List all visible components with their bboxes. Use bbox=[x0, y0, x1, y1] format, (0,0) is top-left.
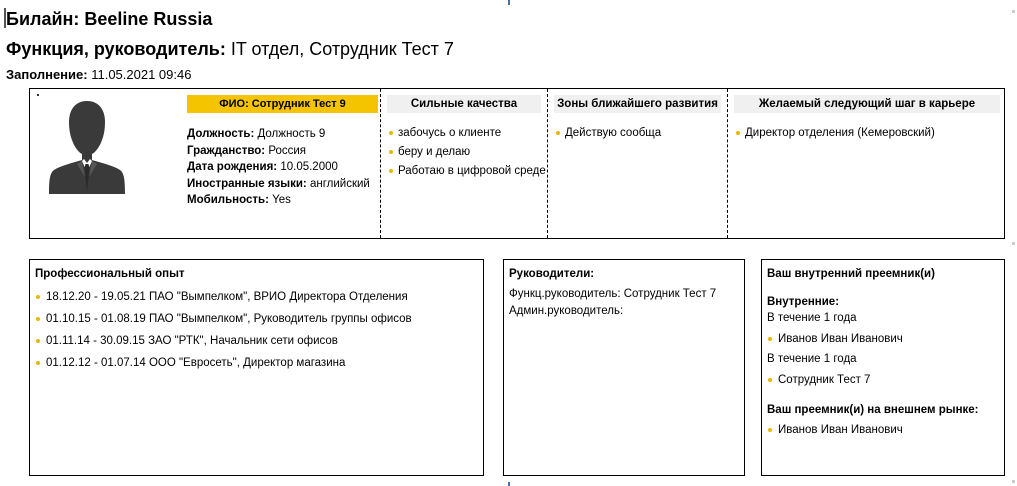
edge-tick bbox=[1012, 242, 1015, 245]
list-item: Действую сообща bbox=[556, 124, 727, 143]
page-edge-marker bbox=[508, 0, 510, 5]
list-item: забочусь о клиенте bbox=[389, 124, 547, 143]
internal-label: Внутренние: bbox=[767, 296, 840, 308]
development-list bbox=[556, 124, 727, 143]
field-label: Мобильность: bbox=[187, 194, 269, 206]
filled-label: Заполнение: bbox=[6, 67, 88, 82]
development-title: Зоны ближайшего развития bbox=[554, 95, 721, 113]
field-mobility bbox=[187, 192, 378, 209]
external-label: Ваш преемник(и) на внешнем рынке: bbox=[767, 404, 979, 416]
person-silhouette-icon bbox=[40, 97, 134, 194]
profile-info bbox=[187, 95, 378, 209]
field-birthdate bbox=[187, 159, 378, 176]
next-step-title: Желаемый следующий шаг в карьере bbox=[734, 95, 1000, 113]
successor-name: Сотрудник Тест 7 bbox=[767, 370, 1004, 391]
successors-box bbox=[761, 259, 1005, 476]
external-successor-name: Иванов Иван Иванович bbox=[767, 420, 1004, 441]
field-languages bbox=[187, 176, 378, 193]
strengths-column bbox=[380, 89, 547, 238]
function-label: Функция, руководитель: bbox=[6, 39, 226, 59]
function-line bbox=[6, 39, 454, 60]
company-title: Билайн: Beeline Russia bbox=[6, 9, 213, 29]
experience-item: 01.11.14 - 30.09.15 ЗАО "РТК", Начальник сети офисов bbox=[35, 330, 483, 352]
edge-tick bbox=[1012, 10, 1015, 13]
experience-box bbox=[29, 259, 484, 476]
name-bar: ФИО: Сотрудник Тест 9 bbox=[187, 95, 378, 113]
experience-item: 18.12.20 - 19.05.21 ПАО "Вымпелком", ВРИО Директора Отделения bbox=[35, 286, 483, 308]
field-label: Гражданство: bbox=[187, 144, 266, 157]
filled-line bbox=[6, 67, 191, 82]
field-value: Yes bbox=[272, 194, 291, 206]
admin-manager: Админ.руководитель: bbox=[509, 305, 624, 317]
experience-title: Профессиональный опыт bbox=[35, 268, 185, 280]
field-value: Россия bbox=[268, 144, 307, 157]
edge-tick bbox=[1012, 480, 1015, 483]
strengths-title: Сильные качества bbox=[387, 95, 541, 113]
list-item: Директор отделения (Кемеровский) bbox=[736, 124, 1004, 143]
function-value: IT отдел, Сотрудник Тест 7 bbox=[230, 39, 454, 59]
strengths-list bbox=[389, 124, 547, 181]
corner-dot bbox=[37, 94, 39, 96]
list-item: беру и делаю bbox=[389, 143, 547, 162]
field-position bbox=[187, 126, 378, 143]
next-step-column bbox=[727, 89, 1004, 238]
successor-name: Иванов Иван Иванович bbox=[767, 329, 1004, 350]
field-label: Дата рождения: bbox=[187, 161, 278, 173]
functional-manager: Функц.руководитель: Сотрудник Тест 7 bbox=[509, 288, 717, 300]
field-label: Иностранные языки: bbox=[187, 177, 307, 190]
managers-title: Руководители: bbox=[509, 268, 595, 280]
field-citizenship bbox=[187, 143, 378, 160]
field-value: Должность 9 bbox=[257, 128, 326, 140]
list-item: Работаю в цифровой среде bbox=[389, 162, 547, 181]
field-value: 10.05.2000 bbox=[280, 161, 338, 173]
development-column bbox=[547, 89, 727, 238]
successor-term: В течение 1 года bbox=[767, 312, 857, 324]
successors-title: Ваш внутренний преемник(и) bbox=[767, 268, 935, 280]
profile-fields bbox=[187, 126, 378, 209]
filled-value: 11.05.2021 09:46 bbox=[91, 67, 192, 82]
experience-item: 01.12.12 - 01.07.14 ООО "Евросеть", Директор магазина bbox=[35, 352, 483, 374]
managers-box bbox=[503, 259, 745, 476]
experience-item: 01.10.15 - 01.08.19 ПАО "Вымпелком", Руководитель группы офисов bbox=[35, 308, 483, 330]
field-value: английский bbox=[309, 177, 370, 190]
next-step-list bbox=[736, 124, 1004, 143]
successor-term: В течение 1 года bbox=[767, 353, 857, 365]
field-label: Должность: bbox=[187, 128, 255, 140]
profile-card bbox=[29, 88, 1005, 239]
page-edge-marker bbox=[508, 482, 510, 486]
